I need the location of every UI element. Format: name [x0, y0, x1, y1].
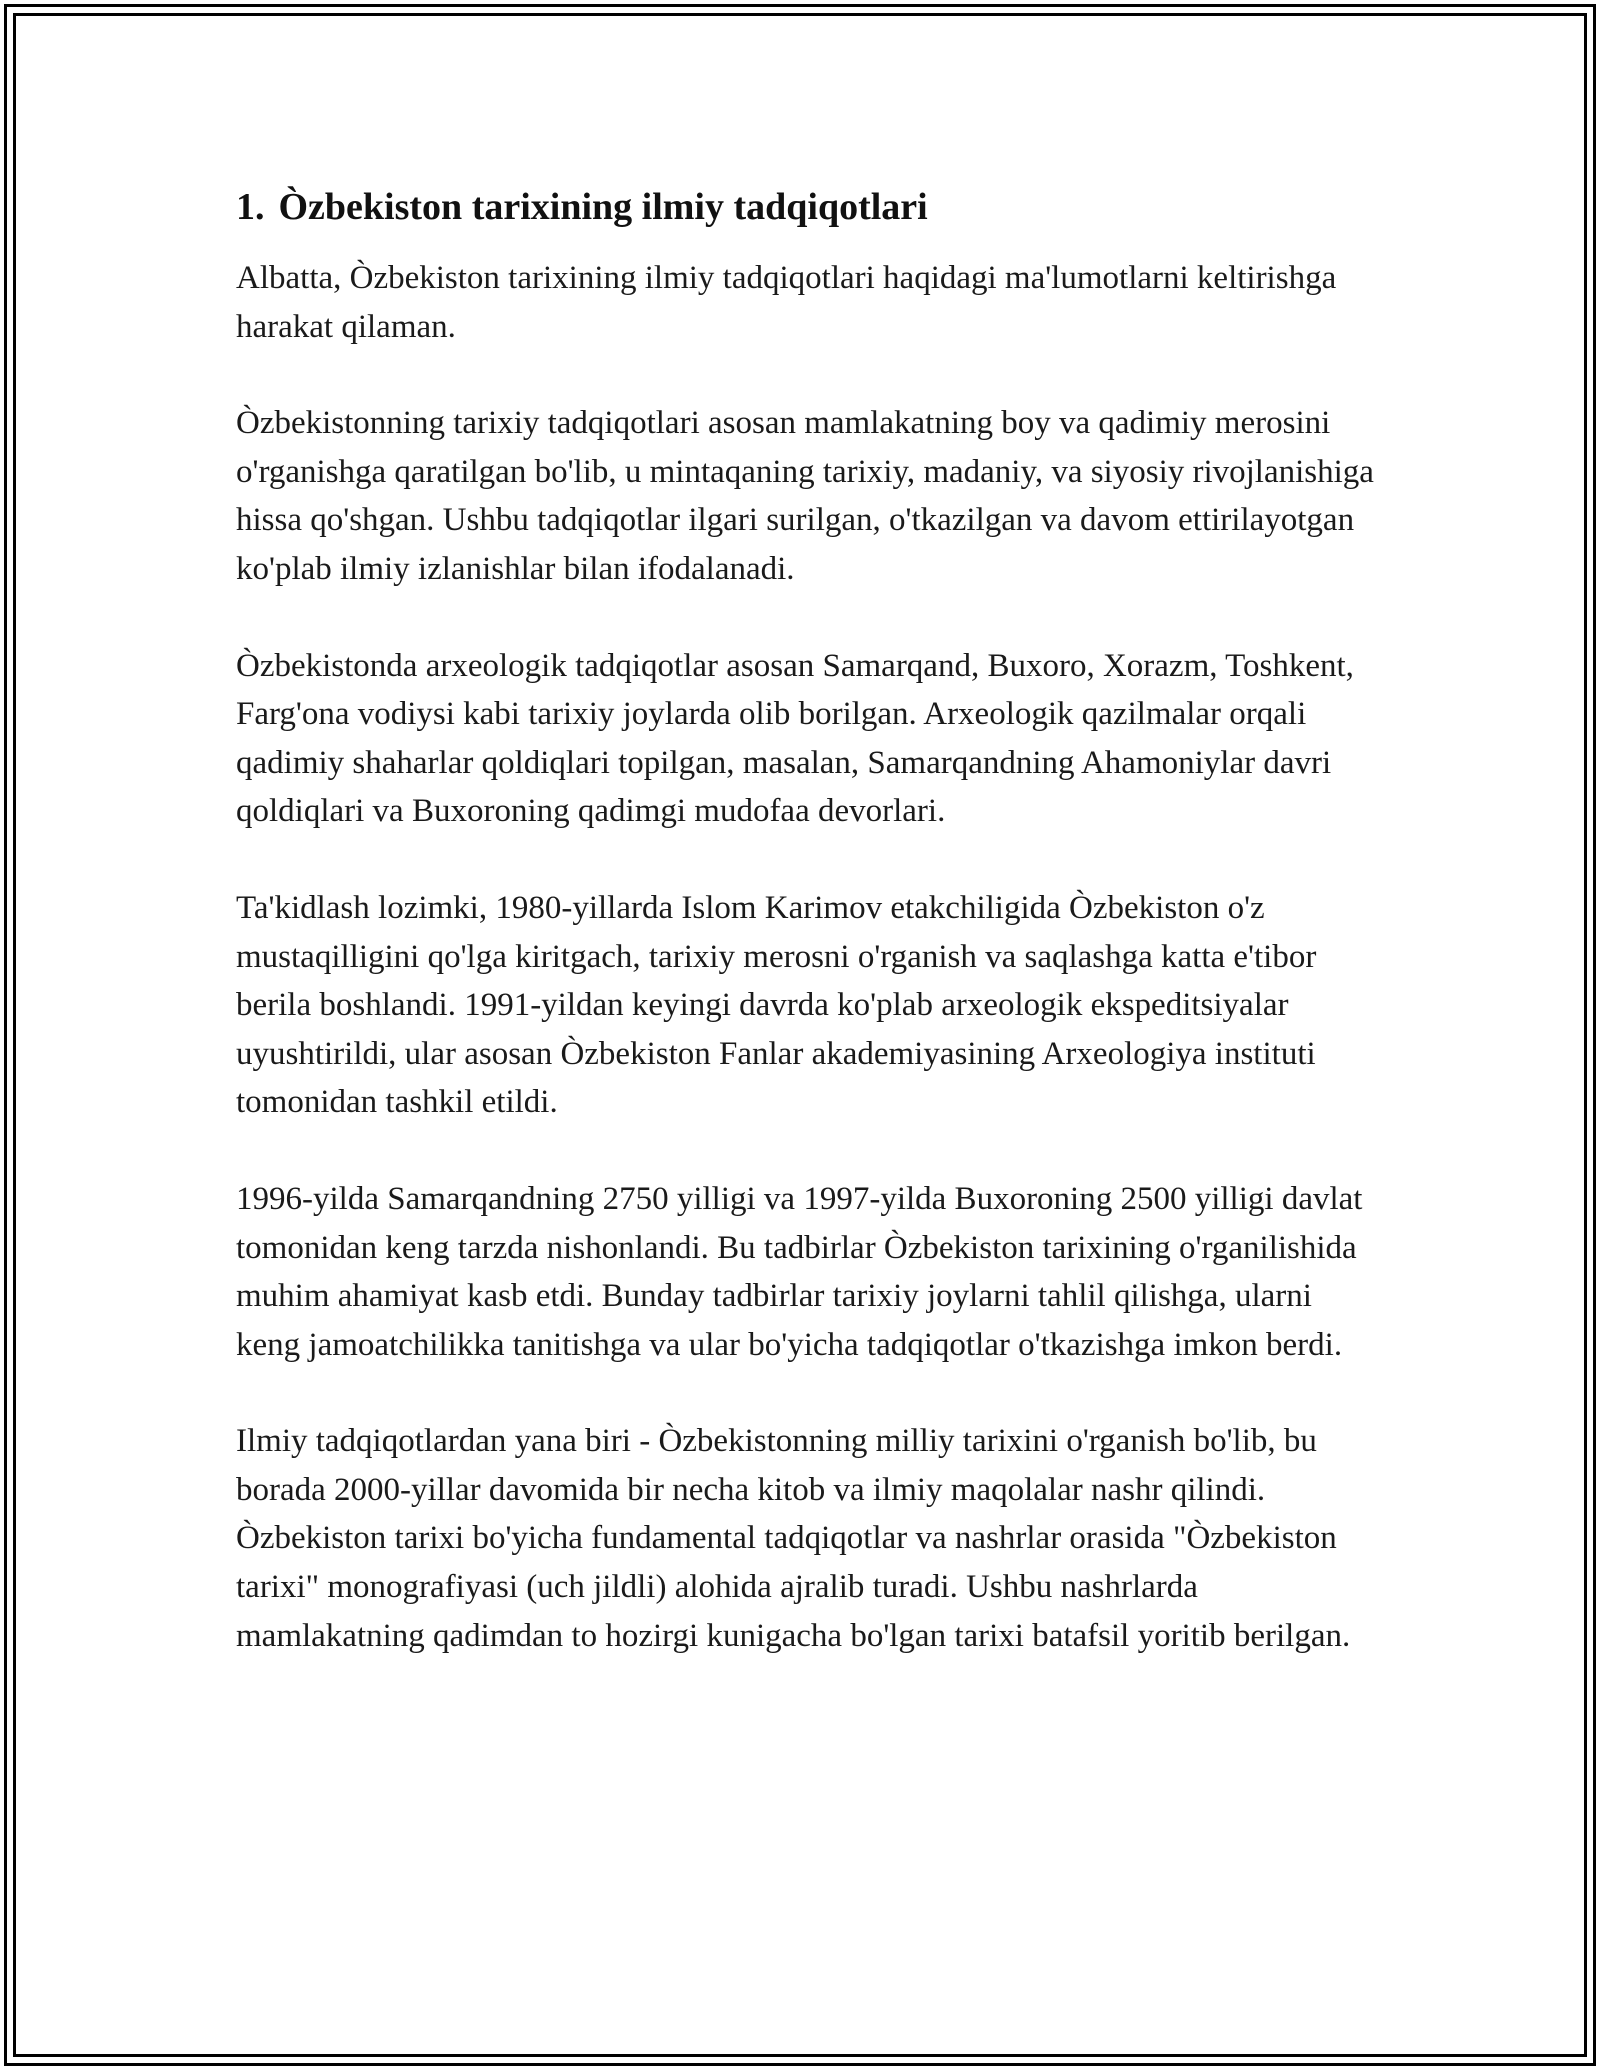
- section-title: Òzbekiston tarixining ilmiy tadqiqotlari: [278, 186, 928, 228]
- section-heading: [236, 180, 1376, 234]
- paragraph-archaeology: Òzbekistonda arxeologik tadqiqotlar asosan Samarqand, Buxoro, Xorazm, Toshkent, Farg'ona vodiysi kabi tarixiy joylarda olib borilgan. Arxeologik qazilmalar orqali qadimiy shaharlar qoldiqlari topilgan, masalan, Samarqandning Ahamoniylar davri qoldiqlari va Buxoroning qadimgi mudofaa devorlari.: [236, 647, 1354, 830]
- paragraph-national-history: Ilmiy tadqiqotlardan yana biri - Òzbekistonning milliy tarixini o'rganish bo'lib, bu borada 2000-yillar davomida bir necha kitob va ilmiy maqolalar nashr qilindi. Òzbekiston tarixi bo'yicha fundamental tadqiqotlar va nashrlar orasida "Òzbekiston tarixi" monografiyasi (uch jildli) alohida ajralib turadi. Ushbu nashrlarda mamlakatning qadimdan to hozirgi kunigacha bo'lgan tarixi batafsil yoritib berilgan.: [236, 1423, 1351, 1654]
- document-body: [236, 180, 1376, 1708]
- section-number: 1.: [236, 186, 265, 228]
- paragraph-intro: Albatta, Òzbekiston tarixining ilmiy tadqiqotlari haqidagi ma'lumotlarni keltirishga harakat qilaman.: [236, 260, 1337, 345]
- paragraph-anniversaries: 1996-yilda Samarqandning 2750 yilligi va 1997-yilda Buxoroning 2500 yilligi davlat tomonidan keng tarzda nishonlandi. Bu tadbirlar Òzbekiston tarixining o'rganilishida muhim ahamiyat kasb etdi. Bunday tadbirlar tarixiy joylarni tahlil qilishga, ularni keng jamoatchilikka tanitishga va ular bo'yicha tadqiqotlar o'tkazishga imkon berdi.: [236, 1180, 1363, 1363]
- paragraph-independence: Ta'kidlash lozimki, 1980-yillarda Islom Karimov etakchiligida Òzbekiston o'z mustaqilligini qo'lga kiritgach, tarixiy merosni o'rganish va saqlashga katta e'tibor berila boshlandi. 1991-yildan keyingi davrda ko'plab arxeologik ekspeditsiyalar uyushtirildi, ular asosan Òzbekiston Fanlar akademiyasining Arxeologiya instituti tomonidan tashkil etildi.: [236, 889, 1317, 1121]
- paragraph-historical-research: Òzbekistonning tarixiy tadqiqotlari asosan mamlakatning boy va qadimiy merosini o'rganishga qaratilgan bo'lib, u mintaqaning tarixiy, madaniy, va siyosiy rivojlanishiga hissa qo'shgan. Ushbu tadqiqotlar ilgari surilgan, o'tkazilgan va davom ettirilayotgan ko'plab ilmiy izlanishlar bilan ifodalanadi.: [236, 405, 1374, 587]
